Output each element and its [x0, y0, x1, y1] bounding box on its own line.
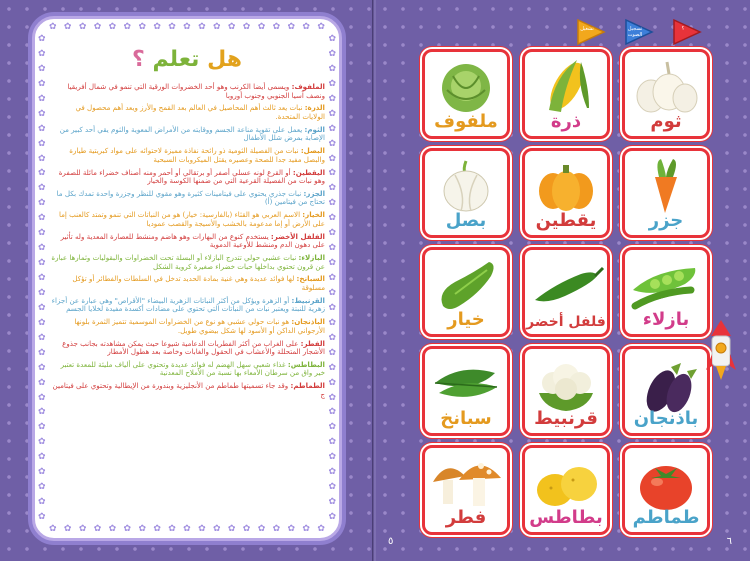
- flower-icon: ✿: [168, 22, 176, 32]
- help-icon: [672, 18, 702, 46]
- green-pepper-icon: [525, 254, 607, 314]
- flower-icon: ✿: [272, 524, 281, 534]
- page-number-right: ٦: [726, 536, 732, 547]
- flower-icon: ✿: [38, 287, 46, 298]
- cucumber-icon: [425, 254, 507, 314]
- flower-icon: ✿: [328, 63, 336, 74]
- flower-icon: ✿: [93, 22, 102, 32]
- fact-entry: [51, 340, 325, 357]
- potato-icon: [525, 452, 607, 512]
- vegetable-card[interactable]: [622, 346, 710, 436]
- flower-icon: ✿: [328, 123, 336, 134]
- flower-icon: ✿: [328, 332, 336, 343]
- vegetable-word: خيار: [447, 309, 485, 330]
- right-page: [376, 0, 750, 561]
- flower-icon: ✿: [328, 153, 336, 164]
- flower-icon: ✿: [38, 153, 46, 164]
- fact-entry-name: البطاطس:: [287, 359, 325, 369]
- fact-entry-text: نبات عشبي حولي تتدرج البازلاء أو البسلة تحت الخضراوات والبقوليات وثمارها عبارة عن قرون تحتوي بداخلها حبات خضراء صغيرة كروية الشكل: [51, 253, 325, 271]
- flower-icon: ✿: [153, 524, 161, 534]
- flower-icon: ✿: [38, 93, 46, 104]
- flower-border-top: [49, 23, 325, 32]
- rocket-icon[interactable]: [706, 320, 736, 382]
- flower-icon: ✿: [38, 108, 46, 119]
- fact-entry-name: اليقطين:: [292, 167, 325, 177]
- title-word-2: تعلم: [152, 47, 200, 72]
- fact-entry-text: أو الزهرة ويؤكل من أكثر النباتات الزهرية البيضاء "الأقراص" وهي عبارة عن أجزاء زهرية للنبتة ويعتبر نبات من النباتات التي تحتوي على مضادات أكسدة مفيدة لخلايا الجسم: [51, 295, 325, 314]
- flower-icon: ✿: [38, 34, 46, 44]
- flower-icon: ✿: [183, 524, 191, 534]
- vegetable-word: سبانخ: [440, 408, 492, 429]
- carrot-icon: [625, 155, 707, 215]
- flower-icon: ✿: [38, 497, 46, 508]
- flower-icon: ✿: [38, 512, 46, 522]
- help-button[interactable]: [672, 18, 702, 46]
- flower-icon: ✿: [38, 138, 46, 149]
- vegetable-word: طماطم: [632, 507, 700, 528]
- fact-entry-name: البازلاء:: [298, 253, 325, 262]
- flower-icon: ✿: [328, 168, 336, 179]
- flower-icon: ✿: [108, 22, 117, 32]
- vegetable-card[interactable]: [422, 49, 510, 139]
- vegetable-card[interactable]: [622, 148, 710, 238]
- corn-icon: [525, 56, 607, 116]
- eggplant-icon: [625, 353, 707, 413]
- record-button-label: تسجيل الصوت: [627, 26, 643, 38]
- flower-icon: ✿: [198, 524, 206, 534]
- fact-entry: [51, 297, 325, 314]
- flower-icon: ✿: [38, 183, 46, 194]
- fact-entry: [51, 104, 325, 121]
- flower-icon: ✿: [38, 168, 46, 179]
- flower-icon: ✿: [328, 512, 336, 522]
- flower-icon: ✿: [38, 437, 46, 448]
- flower-icon: ✿: [38, 467, 46, 478]
- fact-entry: [51, 318, 325, 335]
- flower-icon: ✿: [38, 228, 46, 239]
- vegetable-word: بازلاء: [642, 309, 690, 330]
- flower-icon: ✿: [272, 22, 281, 32]
- fact-entry: [51, 275, 325, 292]
- did-you-know-panel: [32, 16, 342, 541]
- flower-icon: ✿: [287, 524, 296, 534]
- vegetable-card[interactable]: [522, 346, 610, 436]
- flower-icon: ✿: [38, 392, 46, 403]
- help-button-label: ؟: [681, 26, 685, 32]
- fact-entry-name: الذرة:: [304, 103, 325, 113]
- flower-icon: ✿: [212, 22, 221, 32]
- flower-icon: ✿: [49, 524, 57, 534]
- vegetable-card[interactable]: [622, 247, 710, 337]
- flower-icon: ✿: [328, 78, 336, 89]
- flower-icon: ✿: [328, 287, 336, 298]
- vegetable-card[interactable]: [522, 247, 610, 337]
- vegetable-card[interactable]: [522, 445, 610, 535]
- flower-icon: ✿: [227, 524, 236, 534]
- flower-icon: ✿: [328, 482, 336, 493]
- nav-buttons: [576, 18, 702, 46]
- fact-entry-name: القرنبيط:: [291, 295, 325, 305]
- fact-entry-text: ويسمى أيضا الكرنب وهو أحد الخضروات الورقية التي تنمو في شمال أفريقيا ونصف آسيا الجنوبي وجنوب أوروبا: [67, 82, 325, 100]
- fact-entry-name: الجزر:: [303, 188, 325, 198]
- flower-icon: ✿: [328, 273, 336, 283]
- fact-entry-name: الثوم:: [304, 124, 325, 134]
- page-title: [35, 47, 339, 72]
- onion-icon: [425, 155, 507, 215]
- fact-entry: [51, 382, 325, 399]
- flower-icon: ✿: [302, 524, 310, 534]
- flower-icon: ✿: [38, 377, 46, 388]
- flower-icon: ✿: [328, 422, 336, 433]
- flower-icon: ✿: [38, 78, 46, 89]
- flower-icon: ✿: [328, 362, 336, 373]
- flower-icon: ✿: [242, 524, 251, 534]
- fact-entry-text: نبات من الفصيلة الثومية ذو رائحة نفاذة مميزة لاحتوائه على مواد كبريتية طيارة والبصل مفيد جدا للصحة وعصيره يقتل الميكروبات السبحية: [69, 146, 325, 164]
- flower-icon: ✿: [257, 524, 266, 534]
- flower-icon: ✿: [138, 22, 146, 32]
- flower-icon: ✿: [257, 22, 266, 32]
- fact-entry-name: الخيار:: [302, 210, 325, 220]
- garlic-icon: [625, 56, 707, 116]
- flower-icon: ✿: [328, 93, 336, 104]
- fact-entry-name: الفلفل الأخضر:: [270, 231, 325, 241]
- flower-icon: ✿: [227, 22, 236, 32]
- flower-icon: ✿: [328, 437, 336, 448]
- fact-entry: [51, 190, 325, 207]
- vegetable-word: ملفوف: [434, 111, 498, 132]
- vegetable-word: ذرة: [550, 111, 582, 132]
- vegetable-word: ثوم: [650, 111, 682, 132]
- flower-icon: ✿: [123, 524, 132, 534]
- flower-icon: ✿: [328, 347, 336, 358]
- fact-entry-text: أو القرع لونه عسلي أصفر أو برتقالي أو أحمر ومنه أصناف خضراء مائلة للصفرة وهو نبات من الفصيلة القرعية التي من ضمنها الكوسة والخيار: [58, 167, 325, 186]
- flower-icon: ✿: [38, 317, 46, 328]
- flower-icon: ✿: [328, 467, 336, 478]
- fact-entry: [51, 233, 325, 250]
- fact-entry-name: الطماطم:: [290, 381, 325, 391]
- fact-entry: [51, 126, 325, 143]
- play-icon: [576, 18, 606, 46]
- vegetable-card[interactable]: [422, 346, 510, 436]
- flower-icon: ✿: [38, 347, 46, 358]
- flower-icon: ✿: [328, 228, 336, 239]
- flower-icon: ✿: [38, 123, 46, 134]
- title-question-mark: ؟: [132, 47, 145, 72]
- vegetable-card[interactable]: [422, 148, 510, 238]
- fact-entry-name: الفطر:: [300, 338, 325, 348]
- fact-entry: [51, 361, 325, 378]
- vegetable-word: بصل: [445, 210, 487, 231]
- record-button[interactable]: [624, 18, 654, 46]
- flower-icon: ✿: [328, 302, 336, 313]
- fact-entry-text: هو نبات حولي عشبي هو نوع من الخضراوات الموسمية تتميز الثمرة بلونها الأرجواني الداكن أو الأسود لها شكل بيضوي طويل.: [74, 317, 325, 335]
- fact-entry-name: الباذنجان:: [291, 317, 325, 327]
- flower-icon: ✿: [328, 407, 336, 418]
- flower-icon: ✿: [38, 63, 46, 74]
- fact-entry: [51, 83, 325, 100]
- vegetable-word: فطر: [445, 507, 487, 528]
- flower-icon: ✿: [328, 452, 336, 463]
- vegetable-word: باذنجان: [633, 408, 699, 429]
- flower-icon: ✿: [38, 362, 46, 373]
- flower-icon: ✿: [138, 524, 146, 534]
- flower-icon: ✿: [242, 22, 251, 32]
- spinach-icon: [425, 353, 507, 413]
- vegetable-card[interactable]: [522, 148, 610, 238]
- fact-entry: [51, 211, 325, 228]
- flower-icon: ✿: [38, 258, 46, 269]
- cabbage-icon: [425, 56, 507, 116]
- vegetable-word: قرنبيط: [534, 408, 598, 429]
- vegetable-word: جزر: [648, 210, 684, 231]
- flower-icon: ✿: [287, 22, 296, 32]
- flower-icon: ✿: [38, 452, 46, 463]
- flower-border-right: [328, 35, 336, 522]
- fact-entry-text: يعمل على تقوية مناعة الجسم ووقايته من الأمراض المعوية والثوم يقي أحد كبير من الإصابة بمرض شلل الأطفال: [59, 124, 325, 143]
- vegetable-card[interactable]: [522, 49, 610, 139]
- flower-icon: ✿: [38, 213, 46, 224]
- flower-icon: ✿: [78, 22, 87, 32]
- flower-icon: ✿: [38, 422, 46, 433]
- flower-icon: ✿: [38, 198, 46, 209]
- flower-border-left: [38, 35, 46, 522]
- fact-entry-text: غذاء شعبي سهل الهضم له فوائد عديدة وتحتوي على ألياف مليئة للمعدة تعتبر خير واق من سرطان الأمعاء بها نسبة من الأملاح المعدنية: [60, 359, 325, 378]
- flower-icon: ✿: [328, 243, 336, 254]
- flower-icon: ✿: [328, 497, 336, 508]
- fact-entry-text: لها فوائد عديدة وهي غنية بمادة الحديد تدخل في السلطات والفطائر أو تؤكل مسلوقة: [72, 274, 325, 292]
- flower-icon: ✿: [123, 22, 132, 32]
- fact-entry-name: السبانخ:: [296, 274, 325, 284]
- flower-icon: ✿: [317, 524, 325, 534]
- fact-entry: [51, 169, 325, 186]
- flower-icon: ✿: [328, 198, 336, 209]
- flower-icon: ✿: [212, 524, 221, 534]
- vegetable-card[interactable]: [622, 49, 710, 139]
- fact-entry-name: البصل:: [300, 146, 325, 156]
- flower-icon: ✿: [328, 48, 336, 59]
- flower-icon: ✿: [49, 22, 57, 32]
- vegetable-card[interactable]: [622, 445, 710, 535]
- flower-icon: ✿: [63, 22, 72, 32]
- flower-icon: ✿: [38, 302, 46, 313]
- fact-entry-text: نبات جذري يحتوي على فيتامينات كثيرة وهو مقوي للنظر وجزرة واحدة تمدك بكل ما تحتاج من فيتامين (أ): [56, 188, 325, 207]
- flower-icon: ✿: [328, 108, 336, 119]
- flower-border-bottom: [49, 525, 325, 534]
- flower-icon: ✿: [38, 48, 46, 59]
- flower-icon: ✿: [38, 273, 46, 283]
- fact-entry-name: الملفوف:: [291, 82, 325, 91]
- fact-entry: [51, 254, 325, 271]
- peas-icon: [625, 254, 707, 314]
- fact-entry-text: يستخدم كنوع من البهارات وهو هاضم ومنشط للعصارة المعدية وله تأثير على دهون الدم ومنشط للأوعية الدموية: [60, 231, 325, 250]
- play-button-label: تشغيل: [580, 26, 594, 32]
- flower-icon: ✿: [78, 524, 87, 534]
- flower-icon: ✿: [38, 407, 46, 418]
- flower-icon: ✿: [328, 392, 336, 403]
- fact-entry-text: وقد جاء تسميتها طماطم من الأنجليزية وبندورة من الإيطالية وتحتوي على فيتامين ج: [52, 381, 325, 399]
- flower-icon: ✿: [328, 183, 336, 194]
- title-word-1: هل: [207, 47, 242, 72]
- vegetable-grid: [422, 49, 710, 535]
- mushroom-icon: [425, 452, 507, 512]
- fact-entry-text: الاسم العربي هو القثاء (بالفارسية: خيار) هو من النباتات التي تنمو وتمتد كالعنب إما على الأرض أو إما مدعومة بالخشب والأسيجة والقصب عموديا: [58, 210, 325, 228]
- left-page: [0, 0, 374, 561]
- flower-icon: ✿: [328, 213, 336, 224]
- flower-icon: ✿: [38, 332, 46, 343]
- fact-entry: [51, 147, 325, 164]
- flower-icon: ✿: [328, 258, 336, 269]
- flower-icon: ✿: [198, 22, 206, 32]
- flower-icon: ✿: [302, 22, 310, 32]
- vegetable-card[interactable]: [422, 445, 510, 535]
- flower-icon: ✿: [108, 524, 117, 534]
- flower-icon: ✿: [328, 138, 336, 149]
- flower-icon: ✿: [183, 22, 191, 32]
- flower-icon: ✿: [168, 524, 176, 534]
- flower-icon: ✿: [317, 22, 325, 32]
- flower-icon: ✿: [38, 243, 46, 254]
- vegetable-word: يقطين: [535, 210, 597, 231]
- flower-icon: ✿: [328, 317, 336, 328]
- fact-entry-text: نبات يعد ثالث أهم المحاصيل في العالم بعد القمح والأرز ويعد أهم محصول في الولايات المتحدة.: [75, 103, 325, 121]
- vegetable-word: بطاطس: [529, 507, 603, 528]
- flower-icon: ✿: [93, 524, 102, 534]
- vegetable-card[interactable]: [422, 247, 510, 337]
- play-button[interactable]: [576, 18, 606, 46]
- fact-list: [51, 83, 325, 404]
- flower-icon: ✿: [38, 482, 46, 493]
- flower-icon: ✿: [328, 377, 336, 388]
- page-number-left: ٥: [388, 536, 394, 547]
- fact-entry-text: على الغراب من أكثر الفطريات الدعامية شيوعا حيث يمكن مشاهدته بجانب جذوع الأشجار المتحللة والأعشاب في الحقول والغابات وخاصة بعد هطول الأمطار: [62, 338, 325, 357]
- flower-icon: ✿: [328, 34, 336, 44]
- flower-icon: ✿: [153, 22, 161, 32]
- vegetable-word: فلفل أخضر: [526, 314, 606, 330]
- cauliflower-icon: [525, 353, 607, 413]
- flower-icon: ✿: [63, 524, 72, 534]
- tomato-icon: [625, 452, 707, 512]
- pumpkin-icon: [525, 155, 607, 215]
